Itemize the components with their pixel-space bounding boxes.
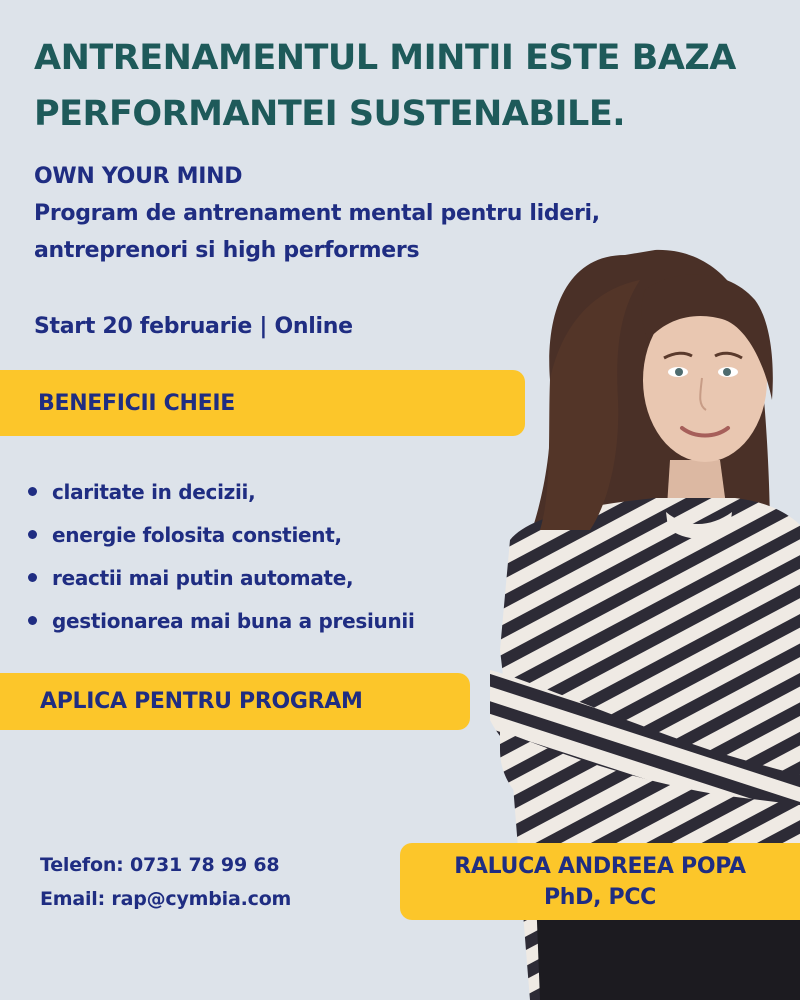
program-description-line-2: antreprenori si high performers [34, 238, 420, 263]
coach-name-banner [400, 843, 800, 920]
list-item [28, 603, 415, 646]
coach-name: RALUCA ANDREEA POPA [454, 853, 746, 879]
program-intro [34, 158, 754, 269]
headline [34, 30, 794, 142]
benefit-text: gestionarea mai buna a presiunii [52, 609, 415, 633]
coach-credentials: PhD, PCC [543, 884, 657, 910]
phone-text: Telefon: 0731 78 99 68 [40, 854, 280, 876]
apply-button[interactable] [0, 673, 470, 730]
bullet-icon [28, 616, 37, 625]
list-item [28, 517, 415, 560]
benefit-text: energie folosita constient, [52, 523, 342, 547]
program-description-line-1: Program de antrenament mental pentru lideri, [34, 201, 600, 226]
program-start: Start 20 februarie | Online [34, 314, 353, 339]
benefits-list [28, 474, 415, 646]
bullet-icon [28, 573, 37, 582]
bullet-icon [28, 487, 37, 496]
benefits-heading: BENEFICII CHEIE [38, 390, 235, 416]
list-item [28, 560, 415, 603]
list-item [28, 474, 415, 517]
program-name: OWN YOUR MIND [34, 164, 243, 189]
headline-line-2: PERFORMANTEI SUSTENABILE. [34, 94, 626, 134]
benefit-text: reactii mai putin automate, [52, 566, 354, 590]
bullet-icon [28, 530, 37, 539]
contact-info [40, 848, 291, 916]
benefit-text: claritate in decizii, [52, 480, 256, 504]
email-text: Email: rap@cymbia.com [40, 888, 292, 910]
benefits-heading-banner [0, 370, 525, 436]
apply-button-label: APLICA PENTRU PROGRAM [40, 689, 363, 714]
headline-line-1: ANTRENAMENTUL MINTII ESTE BAZA [34, 38, 736, 78]
